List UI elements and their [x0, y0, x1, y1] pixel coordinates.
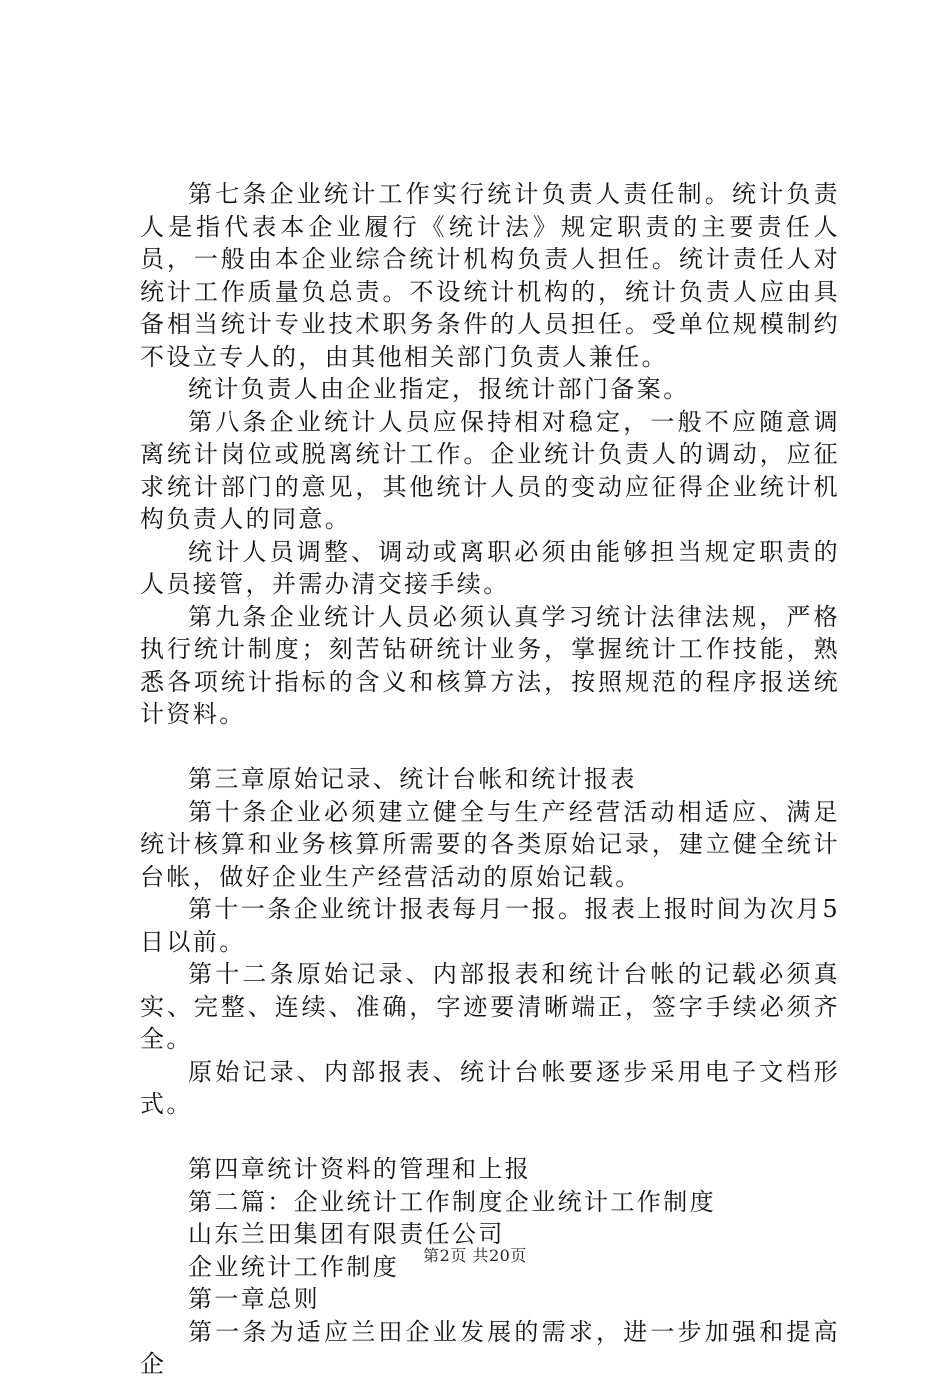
- document-body: [140, 178, 840, 1381]
- page-footer: 第2页 共20页: [423, 1246, 527, 1265]
- paragraph-article-10: 第十条企业必须建立健全与生产经营活动相适应、满足统计核算和业务核算所需要的各类原始记录，建立健全统计台帐，做好企业生产经营活动的原始记载。: [140, 797, 840, 891]
- paragraph-article-12-note: 原始记录、内部报表、统计台帐要逐步采用电子文档形式。: [140, 1057, 840, 1118]
- paragraph-article-7-note: 统计负责人由企业指定，报统计部门备案。: [188, 375, 690, 403]
- paragraph-article-12: 第十二条原始记录、内部报表和统计台帐的记载必须真实、完整、连续、准确，字迹要清晰端正，签字手续必须齐全。: [140, 960, 840, 1053]
- chapter-1-heading: 第一章总则: [188, 1285, 320, 1313]
- paragraph-article-9: 第九条企业统计人员必须认真学习统计法律法规，严格执行统计制度；刻苦钻研统计业务，掌握统计工作技能，熟悉各项统计指标的含义和核算方法，按照规范的程序报送统计资料。: [140, 602, 840, 728]
- paragraph-article-8-note: 统计人员调整、调动或离职必须由能够担当规定职责的人员接管，并需办清交接手续。: [140, 537, 840, 598]
- paragraph-article-7: 第七条企业统计工作实行统计负责人责任制。统计负责人是指代表本企业履行《统计法》规定职责的主要责任人员，一般由本企业综合统计机构负责人担任。统计责任人对统计工作质量负总责。不设统计机构的，统计负责人应由具备相当统计专业技术职务条件的人员担任。受单位规模制约不设立专人的，由其他相关部门负责人兼任。: [140, 180, 840, 371]
- paragraph-article-8: 第八条企业统计人员应保持相对稳定，一般不应随意调离统计岗位或脱离统计工作。企业统计负责人的调动，应征求统计部门的意见，其他统计人员的变动应征得企业统计机构负责人的同意。: [140, 407, 840, 533]
- paragraph-article-11: 第十一条企业统计报表每月一报。报表上报时间为次月5日以前。: [140, 895, 840, 956]
- spacer: [140, 1121, 840, 1154]
- company-name: 山东兰田集团有限责任公司: [188, 1220, 505, 1248]
- document-title: 企业统计工作制度: [188, 1252, 400, 1281]
- part-2-title: 第二篇：企业统计工作制度企业统计工作制度: [188, 1187, 716, 1216]
- chapter-4-heading: 第四章统计资料的管理和上报: [188, 1155, 532, 1183]
- paragraph-article-1: 第一条为适应兰田企业发展的需求，进一步加强和提高企: [140, 1317, 840, 1378]
- spacer: [140, 731, 840, 764]
- chapter-3-heading: 第三章原始记录、统计台帐和统计报表: [188, 765, 637, 793]
